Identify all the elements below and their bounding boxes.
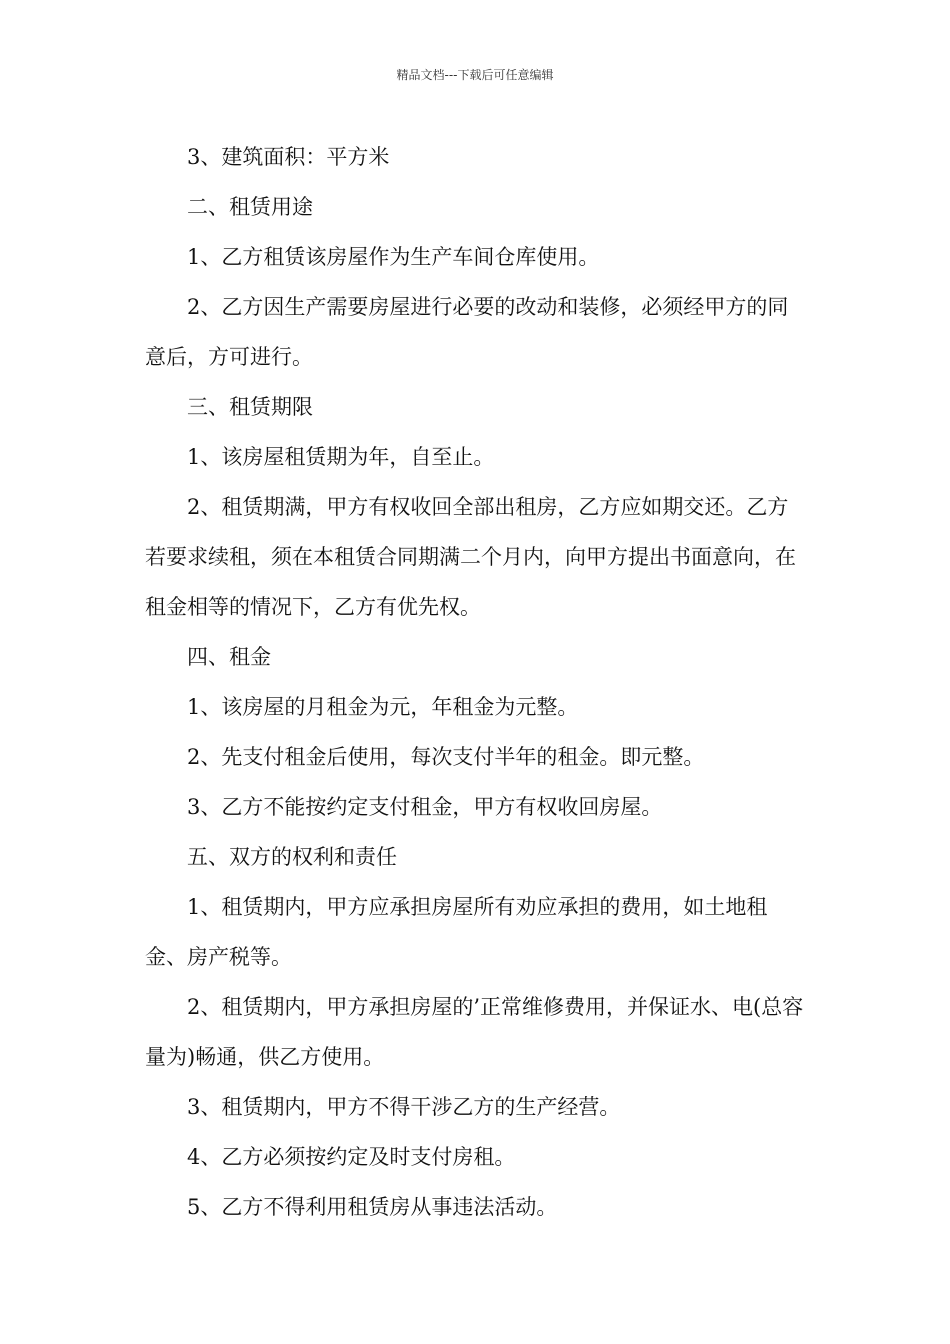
section-heading-5: 五、双方的权利和责任: [187, 845, 397, 869]
clause-term-2: 2、租赁期满，甲方有权收回全部出租房，乙方应如期交还。乙方若要求续租，须在本租赁合同期满二个月内，向甲方提出书面意向，在租金相等的情况下，乙方有优先权。: [145, 495, 796, 619]
clause-rights-4: 4、乙方必须按约定及时支付房租。: [187, 1145, 516, 1169]
clause-rights-5: 5、乙方不得利用租赁房从事违法活动。: [187, 1195, 558, 1219]
section-heading-4: 四、租金: [187, 645, 271, 669]
clause-rent-3: 3、乙方不能按约定支付租金，甲方有权收回房屋。: [187, 795, 663, 819]
clause-rights-1: 1、租赁期内，甲方应承担房屋所有劝应承担的费用，如土地租金、房产税等。: [145, 895, 768, 969]
clause-rights-3: 3、租赁期内，甲方不得干涉乙方的生产经营。: [187, 1095, 621, 1119]
clause-building-area: 3、建筑面积：平方米: [187, 145, 390, 169]
clause-usage-1: 1、乙方租赁该房屋作为生产车间仓库使用。: [187, 245, 600, 269]
page-header: 精品文档---下载后可任意编辑: [396, 68, 554, 82]
section-heading-3: 三、租赁期限: [187, 395, 313, 419]
clause-usage-2: 2、乙方因生产需要房屋进行必要的改动和装修，必须经甲方的同意后，方可进行。: [145, 295, 789, 369]
clause-term-1: 1、该房屋租赁期为年，自至止。: [187, 445, 495, 469]
clause-rent-2: 2、先支付租金后使用，每次支付半年的租金。即元整。: [187, 745, 705, 769]
clause-rent-1: 1、该房屋的月租金为元，年租金为元整。: [187, 695, 579, 719]
clause-rights-2: 2、租赁期内，甲方承担房屋的’正常维修费用，并保证水、电(总容量为)畅通，供乙方使用。: [145, 995, 804, 1069]
section-heading-2: 二、租赁用途: [187, 195, 313, 219]
document-body: [145, 132, 807, 1232]
